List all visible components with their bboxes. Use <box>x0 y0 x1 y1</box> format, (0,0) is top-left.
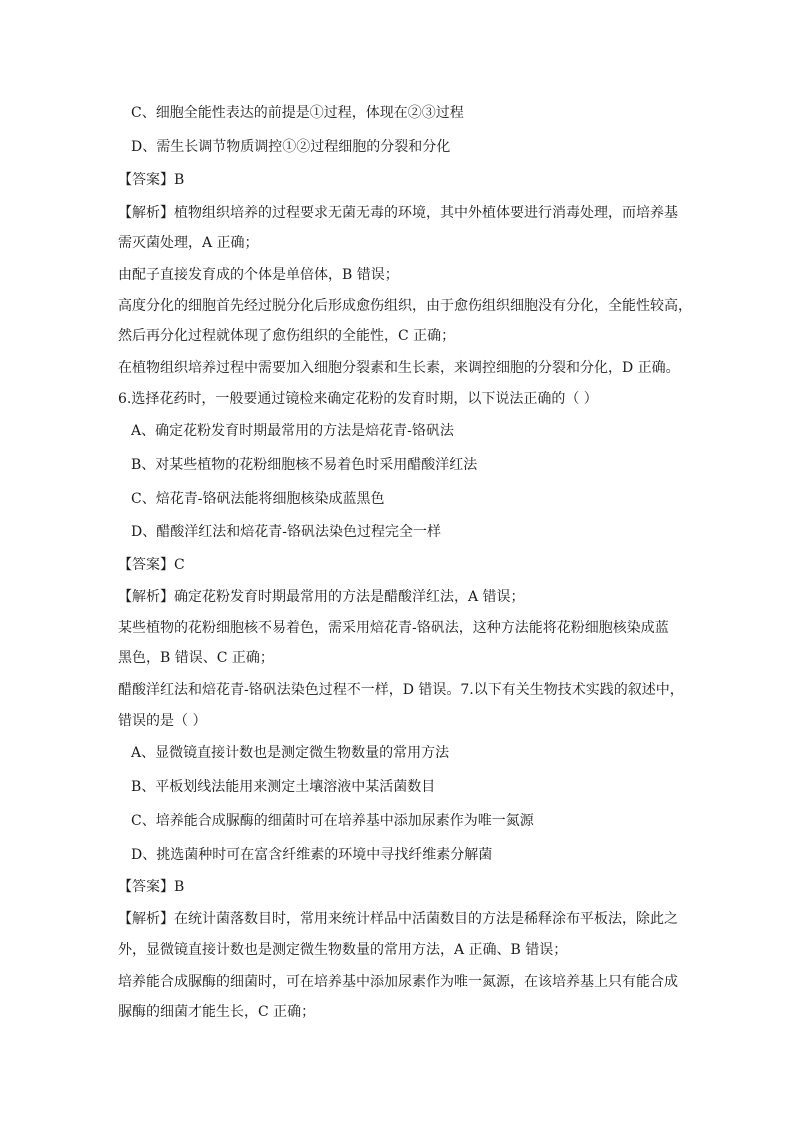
option-c: C、细胞全能性表达的前提是①过程，体现在②③过程 <box>131 105 464 121</box>
option-b: B、平板划线法能用来测定土壤溶液中某活菌数目 <box>131 779 436 795</box>
option-d: D、醋酸洋红法和焙花青-铬矾法染色过程完全一样 <box>131 524 441 540</box>
answer-label: 【答案】B <box>118 879 185 895</box>
option-c: C、培养能合成脲酶的细菌时可在培养基中添加尿素作为唯一氮源 <box>131 813 534 829</box>
option-b: B、对某些植物的花粉细胞核不易着色时采用醋酸洋红法 <box>131 457 478 473</box>
option-d: D、挑选菌种时可在富含纤维素的环境中寻找纤维素分解菌 <box>131 847 493 863</box>
analysis-paragraph: 高度分化的细胞首先经过脱分化后形成愈伤组织，由于愈伤组织细胞没有分化，全能性较高， <box>118 298 692 314</box>
analysis-paragraph: 然后再分化过程就体现了愈伤组织的全能性，C 正确； <box>118 328 456 344</box>
analysis-paragraph: 【解析】确定花粉发育时期最常用的方法是醋酸洋红法，A 错误； <box>118 589 525 605</box>
option-a: A、确定花粉发育时期最常用的方法是焙花青-铬矾法 <box>131 423 454 439</box>
analysis-paragraph: 醋酸洋红法和焙花青-铬矾法染色过程不一样，D 错误。7.以下有关生物技术实践的叙述中， <box>118 682 684 698</box>
option-d: D、需生长调节物质调控①②过程细胞的分裂和分化 <box>131 139 451 155</box>
answer-label: 【答案】C <box>118 557 185 573</box>
analysis-paragraph: 需灭菌处理，A 正确； <box>118 235 259 251</box>
analysis-paragraph: 【解析】植物组织培养的过程要求无菌无毒的环境，其中外植体要进行消毒处理，而培养基 <box>118 205 678 221</box>
option-c: C、焙花青-铬矾法能将细胞核染成蓝黑色 <box>131 491 385 507</box>
question-stem: 错误的是（ ） <box>118 713 207 729</box>
answer-label: 【答案】B <box>118 172 185 188</box>
analysis-paragraph: 某些植物的花粉细胞核不易着色，需采用焙花青-铬矾法，这种方法能将花粉细胞核染成蓝 <box>118 620 669 636</box>
analysis-paragraph: 脲酶的细菌才能生长，C 正确； <box>118 1004 316 1020</box>
question-stem: 6.选择花药时，一般要通过镜检来确定花粉的发育时期，以下说法正确的（ ） <box>118 391 598 407</box>
option-a: A、显微镜直接计数也是测定微生物数量的常用方法 <box>131 745 450 761</box>
analysis-paragraph: 在植物组织培养过程中需要加入细胞分裂素和生长素，来调控细胞的分裂和分化，D 正确。 <box>118 360 680 376</box>
analysis-paragraph: 黑色，B 错误、C 正确； <box>118 650 274 666</box>
analysis-paragraph: 外，显微镜直接计数也是测定微生物数量的常用方法，A 正确、B 错误； <box>118 942 568 958</box>
analysis-paragraph: 培养能合成脲酶的细菌时，可在培养基中添加尿素作为唯一氮源，在该培养基上只有能合成 <box>118 974 678 990</box>
analysis-paragraph: 【解析】在统计菌落数目时，常用来统计样品中活菌数目的方法是稀释涂布平板法，除此之 <box>118 911 678 927</box>
analysis-paragraph: 由配子直接发育成的个体是单倍体，B 错误； <box>118 267 399 283</box>
